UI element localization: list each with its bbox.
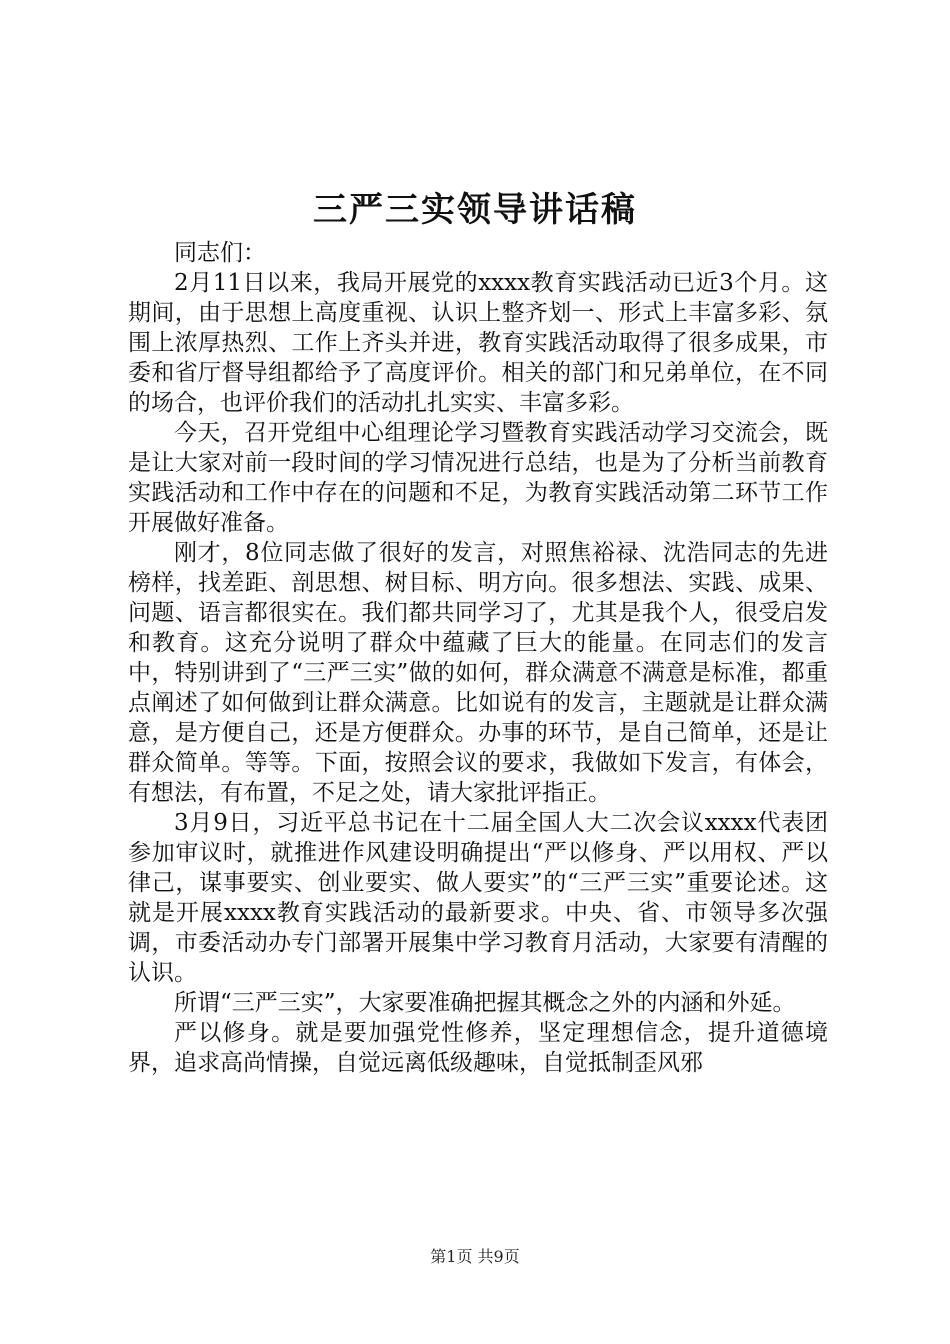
paragraph: 刚才，8位同志做了很好的发言，对照焦裕禄、沈浩同志的先进榜样，找差距、剖思想、树目标、明方向。很多想法、实践、成果、问题、语言都很实在。我们都共同学习了，尤其是我个人，很受启发和教育。这充分说明了群众中蕴藏了巨大的能量。在同志们的发言中，特别讲到了“三严三实”做的如何，群众满意不满意是标准，都重点阐述了如何做到让群众满意。比如说有的发言，主题就是让群众满意，是方便自己，还是方便群众。办事的环节，是自己简单，还是让群众简单。等等。下面，按照会议的要求，我做如下发言，有体会，有想法，有布置，不足之处，请大家批评指正。 <box>128 540 828 806</box>
paragraph: 严以修身。就是要加强党性修养，坚定理想信念，提升道德境界，追求高尚情操，自觉远离低级趣味，自觉抵制歪风邪 <box>128 1020 828 1076</box>
paragraph: 所谓“三严三实”，大家要准确把握其概念之外的内涵和外延。 <box>174 990 796 1016</box>
salutation: 同志们： <box>174 240 266 266</box>
document-body <box>128 238 828 1078</box>
paragraph: 今天，召开党组中心组理论学习暨教育实践活动学习交流会，既是让大家对前一段时间的学习情况进行总结，也是为了分析当前教育实践活动和工作中存在的问题和不足，为教育实践活动第二环节工作开展做好准备。 <box>128 420 828 536</box>
paragraph: 3月9日，习近平总书记在十二届全国人大二次会议xxxx代表团参加审议时，就推进作风建设明确提出“严以修身、严以用权、严以律己，谋事要实、创业要实、做人要实”的“三严三实”重要论述。这就是开展xxxx教育实践活动的最新要求。中央、省、市领导多次强调，市委活动办专门部署开展集中学习教育月活动，大家要有清醒的认识。 <box>128 810 828 986</box>
paragraph: 2月11日以来，我局开展党的xxxx教育实践活动已近3个月。这期间，由于思想上高度重视、认识上整齐划一、形式上丰富多彩、氛围上浓厚热烈、工作上齐头并进，教育实践活动取得了很多成果，市委和省厅督导组都给予了高度评价。相关的部门和兄弟单位，在不同的场合，也评价我们的活动扎扎实实、丰富多彩。 <box>128 270 828 416</box>
page-number-footer: 第1页 共9页 <box>430 1247 520 1266</box>
document-title: 三严三实领导讲话稿 <box>313 190 637 230</box>
